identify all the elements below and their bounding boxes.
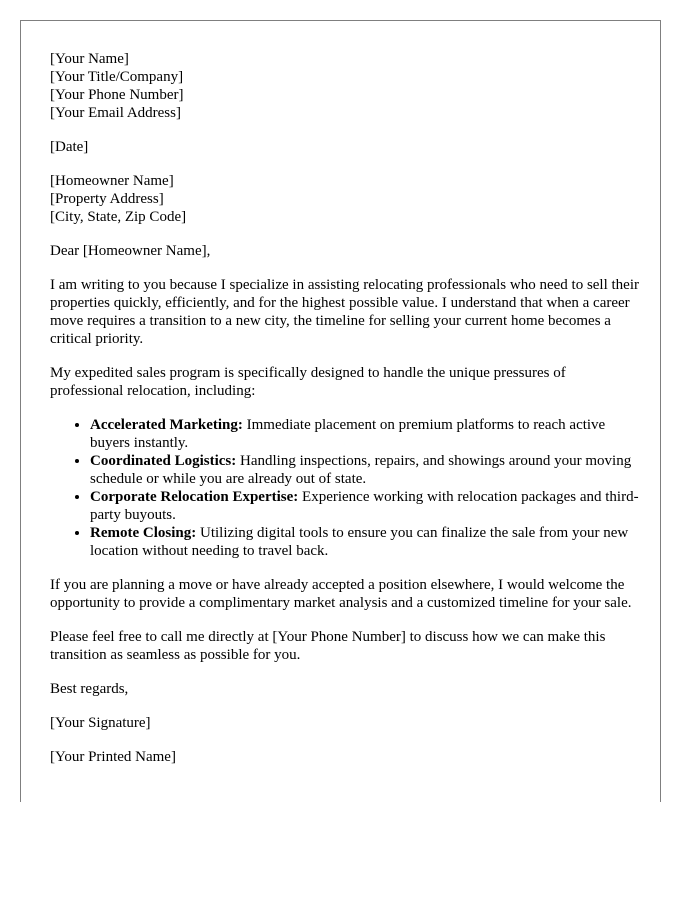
printed-name: [Your Printed Name]: [50, 749, 176, 765]
sender-title-company: [Your Title/Company]: [50, 69, 184, 85]
program-paragraph: My expedited sales program is specifically designed to handle the unique pressures of professional relocation, including:: [50, 365, 566, 399]
recipient-name: [Homeowner Name]: [50, 173, 174, 189]
service-title: Corporate Relocation Expertise:: [90, 489, 299, 505]
closing: Best regards,: [50, 681, 129, 697]
list-item: [90, 416, 642, 452]
service-text: Handling inspections, repairs, and showings around your moving schedule or while you are already out of state.: [90, 453, 632, 487]
sender-block: [50, 50, 642, 122]
recipient-address: [Property Address]: [50, 191, 164, 207]
service-title: Remote Closing:: [90, 525, 197, 541]
letter-date: [Date]: [50, 139, 89, 155]
service-text: Immediate placement on premium platforms to reach active buyers instantly.: [90, 417, 606, 451]
services-list: [50, 416, 642, 560]
sender-email: [Your Email Address]: [50, 105, 181, 121]
list-item: [90, 488, 642, 524]
signature-line: [Your Signature]: [50, 715, 151, 731]
recipient-block: [50, 172, 642, 226]
service-title: Accelerated Marketing:: [90, 417, 243, 433]
letter-page: [20, 20, 661, 802]
service-text: Utilizing digital tools to ensure you can finalize the sale from your new location without needing to travel back.: [90, 525, 629, 559]
offer-paragraph: If you are planning a move or have already accepted a position elsewhere, I would welcome the opportunity to provide a complimentary market analysis and a customized timeline for your sale.: [50, 577, 632, 611]
recipient-city-state-zip: [City, State, Zip Code]: [50, 209, 187, 225]
intro-paragraph: I am writing to you because I specialize in assisting relocating professionals who need to sell their properties quickly, efficiently, and for the highest possible value. I understand that when a career move requires a transition to a new city, the timeline for selling your current home becomes a critical priority.: [50, 277, 640, 347]
sender-name: [Your Name]: [50, 51, 129, 67]
call-paragraph: Please feel free to call me directly at [Your Phone Number] to discuss how we can make this transition as seamless as possible for you.: [50, 629, 606, 663]
list-item: [90, 524, 642, 560]
salutation: Dear [Homeowner Name],: [50, 243, 211, 259]
service-text: Experience working with relocation packages and third-party buyouts.: [90, 489, 639, 523]
service-title: Coordinated Logistics:: [90, 453, 237, 469]
list-item: [90, 452, 642, 488]
sender-phone: [Your Phone Number]: [50, 87, 184, 103]
letter-content: [50, 50, 642, 782]
